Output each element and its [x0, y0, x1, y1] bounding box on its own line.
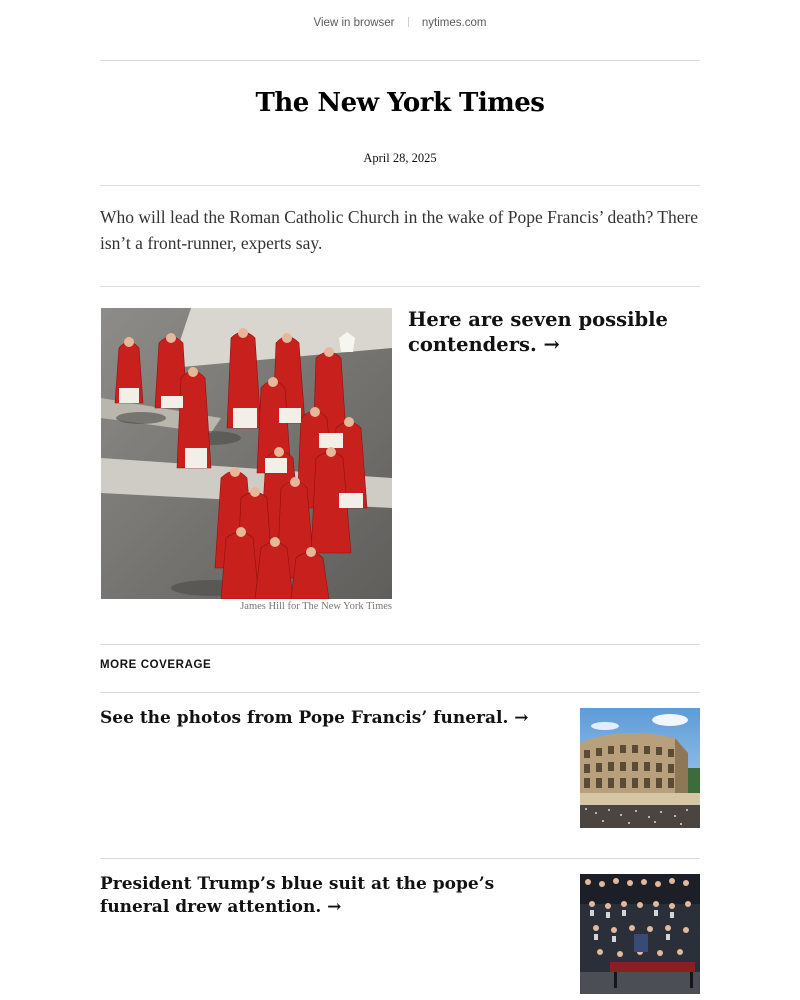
cardinals-photo[interactable]	[101, 308, 392, 599]
more-coverage-label: MORE COVERAGE	[100, 659, 212, 671]
funeral-dignitaries-thumbnail[interactable]	[580, 874, 700, 994]
divider	[100, 858, 700, 859]
divider	[100, 644, 700, 645]
intro-text: Who will lead the Roman Catholic Church in the wake of Pope Francis’ death? There isn’t a front-runner, experts say.	[100, 207, 699, 253]
divider	[100, 692, 700, 693]
newsletter-date: April 28, 2025	[363, 151, 437, 165]
funeral-photos-headline-link[interactable]: See the photos from Pope Francis’ funeral. →	[100, 708, 529, 728]
colosseum-thumbnail[interactable]	[580, 708, 700, 828]
masthead-logo[interactable]: The New York Times	[255, 88, 545, 118]
nytimes-link[interactable]: nytimes.com	[421, 17, 487, 29]
contenders-headline-link[interactable]: Here are seven possible contenders. →	[408, 308, 668, 356]
trump-suit-headline-link[interactable]: President Trump’s blue suit at the pope’s funeral drew attention. →	[100, 874, 495, 917]
view-in-browser-link[interactable]: View in browser	[313, 17, 395, 29]
divider	[100, 185, 700, 186]
top-links	[0, 17, 800, 29]
link-separator	[408, 17, 409, 27]
divider	[100, 286, 700, 287]
divider	[100, 60, 700, 61]
photo-credit: James Hill for The New York Times	[240, 601, 392, 612]
